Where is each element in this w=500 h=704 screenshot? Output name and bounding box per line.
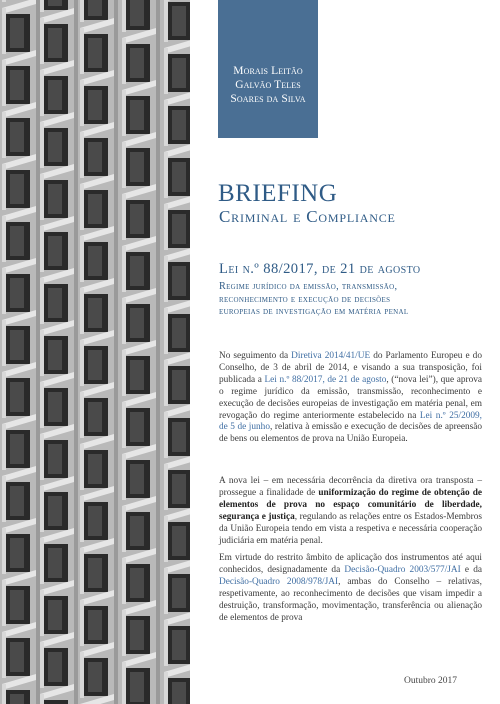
law-title: Lei n.º 88/2017, de 21 de agosto (219, 261, 421, 277)
law-subtitle-line: Regime jurídico da emissão, transmissão, (219, 281, 398, 292)
firm-logo-text (218, 64, 318, 106)
text-span: e da (460, 564, 482, 575)
logo-line: Soares da Silva (230, 93, 306, 105)
framework-decision-2003-link[interactable]: Decisão-Quadro 2003/577/JAI (344, 564, 461, 575)
briefing-title: BRIEFING (218, 180, 338, 207)
text-span: , ambas do Conselho – relativas, respetivamente, ao reconhecimento de decisões que visam impedir a destruição, transformação, movimentação, transferência ou alienação de elementos de prova (219, 576, 482, 623)
bold-text: uniformização do regime de obtenção de elementos de prova no espaço comunitário de liberdade, segurança e justiça (219, 487, 483, 522)
text-span: , relativa à emissão e execução de decisões de apreensão de bens ou elementos de prova na União Europeia. (219, 422, 482, 445)
text-span: Em virtude do restrito âmbito de aplicação dos instrumentos até aqui conhecidos, designadamente da (219, 553, 482, 575)
text-span: do Parlamento Europeu e do Conselho, de 3 de abril de 2014, e visando a sua transposição, foi publicada a (219, 351, 482, 385)
law-88-2017-link[interactable]: Lei n.º 88/2017, de 21 de agosto (264, 374, 387, 385)
text-span: No seguimento da (219, 351, 292, 361)
law-25-2009-link[interactable]: Lei n.º 25/2009, de 5 de junho (219, 410, 482, 433)
law-subtitle-line: reconhecimento e execução de decisões (219, 293, 391, 305)
text-span: , regulando as relações entre os Estados-Membros da União Europeia tendo em vista a respetiva e necessária cooperação judiciária em matéria penal. (219, 511, 482, 546)
logo-line: Morais Leitão (233, 65, 303, 77)
paragraph-3 (219, 553, 482, 624)
directive-link[interactable]: Diretiva 2014/41/UE (291, 351, 371, 361)
text-span: A nova lei – em necessária decorrência da diretiva ora transposta – prossegue a finalidade de (219, 476, 482, 498)
law-subtitle (219, 281, 479, 319)
text-span: , (“nova lei”), que aprova o regime jurídico da emissão, transmissão, reconhecimento e execução de decisões europeias de investigação em matéria penal, em revogação do regime anteriormente estabelecido na (219, 374, 482, 421)
briefing-subtitle: Criminal e Compliance (219, 207, 396, 226)
cover-building-photo (0, 0, 190, 704)
logo-line: Galvão Teles (235, 79, 301, 91)
paragraph-1 (219, 351, 482, 446)
paragraph-2 (219, 476, 482, 547)
framework-decision-2008-link[interactable]: Decisão-Quadro 2008/978/JAI (219, 576, 339, 587)
law-subtitle-line: europeias de investigação em matéria penal (219, 306, 409, 318)
firm-logo (218, 0, 318, 138)
publication-date: Outubro 2017 (404, 676, 458, 686)
